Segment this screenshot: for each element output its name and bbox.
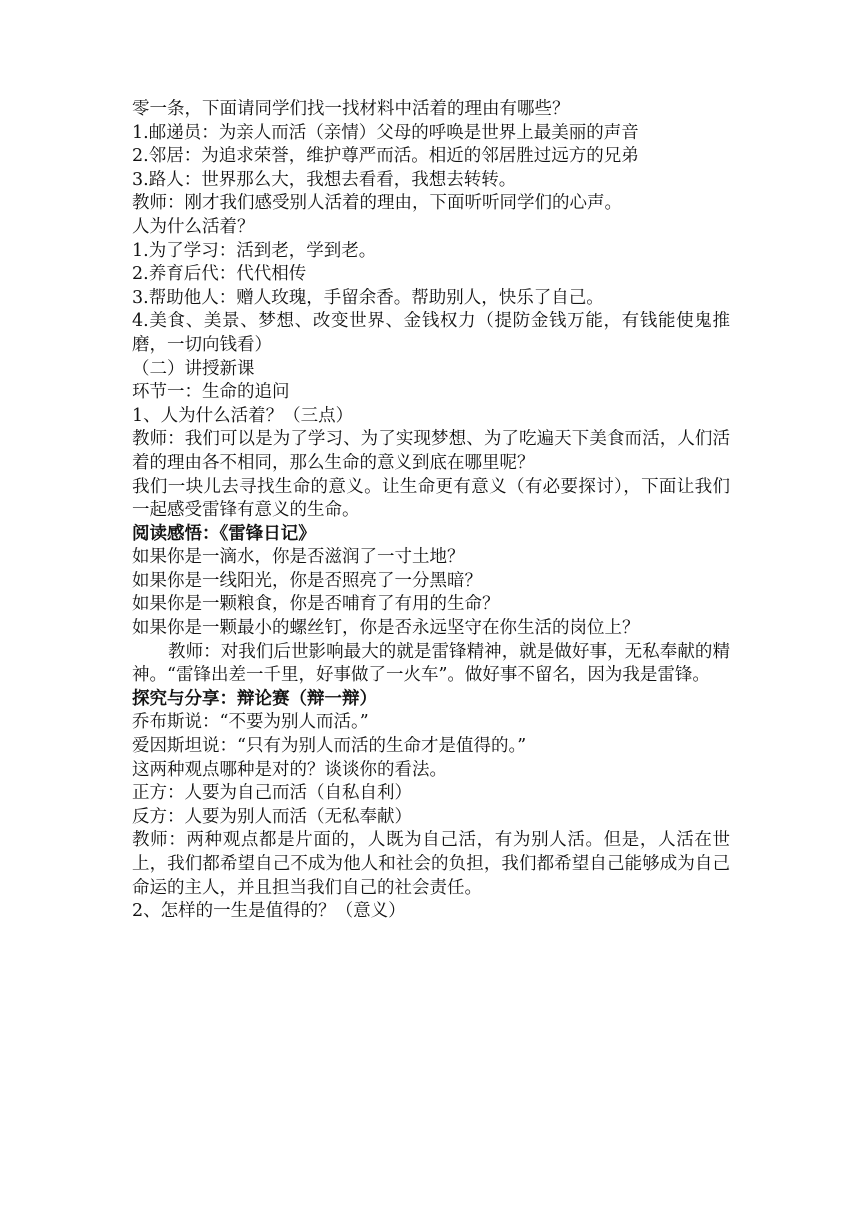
- section-new-lesson: （二）讲授新课: [132, 358, 255, 379]
- why-live-heading: 人为什么活着？: [132, 216, 255, 237]
- reading-heading: 阅读感悟：《雷锋日记》: [132, 523, 316, 544]
- negative-side: 反方：人要为别人而活（无私奉献）: [132, 806, 412, 827]
- material-item-1: 1.邮递员：为亲人而活（亲情）父母的呼唤是世界上最美丽的声音: [132, 122, 639, 143]
- reason-item-2: 2.养育后代：代代相传: [132, 264, 307, 285]
- reason-item-3: 3.帮助他人：赠人玫瑰，手留余香。帮助别人，快乐了自己。: [132, 287, 604, 308]
- teacher-paragraph-1: 教师：我们可以是为了学习、为了实现梦想、为了吃遍天下美食而活，人们活着的理由各不相同，那么生命的意义到底在哪里呢？: [132, 429, 730, 473]
- debate-heading: 探究与分享：辩论赛（辩一辩）: [132, 688, 377, 709]
- diary-line-1: 如果你是一滴水，你是否滋润了一寸土地？: [132, 547, 465, 568]
- teacher-remark: 教师：刚才我们感受别人活着的理由，下面听听同学们的心声。: [132, 193, 622, 214]
- diary-line-2: 如果你是一线阳光，你是否照亮了一分黑暗？: [132, 570, 482, 591]
- teacher-paragraph-2: 教师：对我们后世影响最大的就是雷锋精神，就是做好事，无私奉献的精神。“雷锋出差一千里，好事做了一火车”。做好事不留名，因为我是雷锋。: [132, 641, 730, 686]
- question-worthwhile-life: 2、怎样的一生是值得的？（意义）: [132, 901, 406, 922]
- affirmative-side: 正方：人要为自己而活（自私自利）: [132, 783, 412, 804]
- debate-question: 这两种观点哪种是对的？谈谈你的看法。: [132, 759, 447, 780]
- question-why-live: 1、人为什么活着？（三点）: [132, 405, 354, 426]
- diary-line-3: 如果你是一颗粮食，你是否哺育了有用的生命？: [132, 594, 500, 615]
- jobs-quote: 乔布斯说：“不要为别人而活。”: [132, 712, 369, 733]
- document-body: [132, 98, 730, 924]
- reason-item-4: 4.美食、美景、梦想、改变世界、金钱权力（提防金钱万能，有钱能使鬼推磨，一切向钱看）: [132, 311, 730, 355]
- material-item-3: 3.路人：世界那么大，我想去看看，我想去转转。: [132, 169, 517, 190]
- teacher-paragraph-3: 教师：两种观点都是片面的，人既为自己活，有为别人活。但是，人活在世上，我们都希望自己不成为他人和社会的负担，我们都希望自己能够成为自己命运的主人，并且担当我们自己的社会责任。: [132, 830, 730, 898]
- intro-question: 零一条，下面请同学们找一找材料中活着的理由有哪些？: [132, 99, 570, 119]
- meaning-paragraph: 我们一块儿去寻找生命的意义。让生命更有意义（有必要探讨），下面让我们一起感受雷锋有意义的生命。: [132, 476, 730, 521]
- material-item-2: 2.邻居：为追求荣誉，维护尊严而活。相近的邻居胜过远方的兄弟: [132, 146, 639, 167]
- segment-one-title: 环节一：生命的追问: [132, 382, 290, 403]
- diary-line-4: 如果你是一颗最小的螺丝钉，你是否永远坚守在你生活的岗位上？: [132, 618, 640, 639]
- reason-item-1: 1.为了学习：活到老，学到老。: [132, 240, 377, 261]
- einstein-quote: 爱因斯坦说：“只有为别人而活的生命才是值得的。”: [132, 736, 527, 757]
